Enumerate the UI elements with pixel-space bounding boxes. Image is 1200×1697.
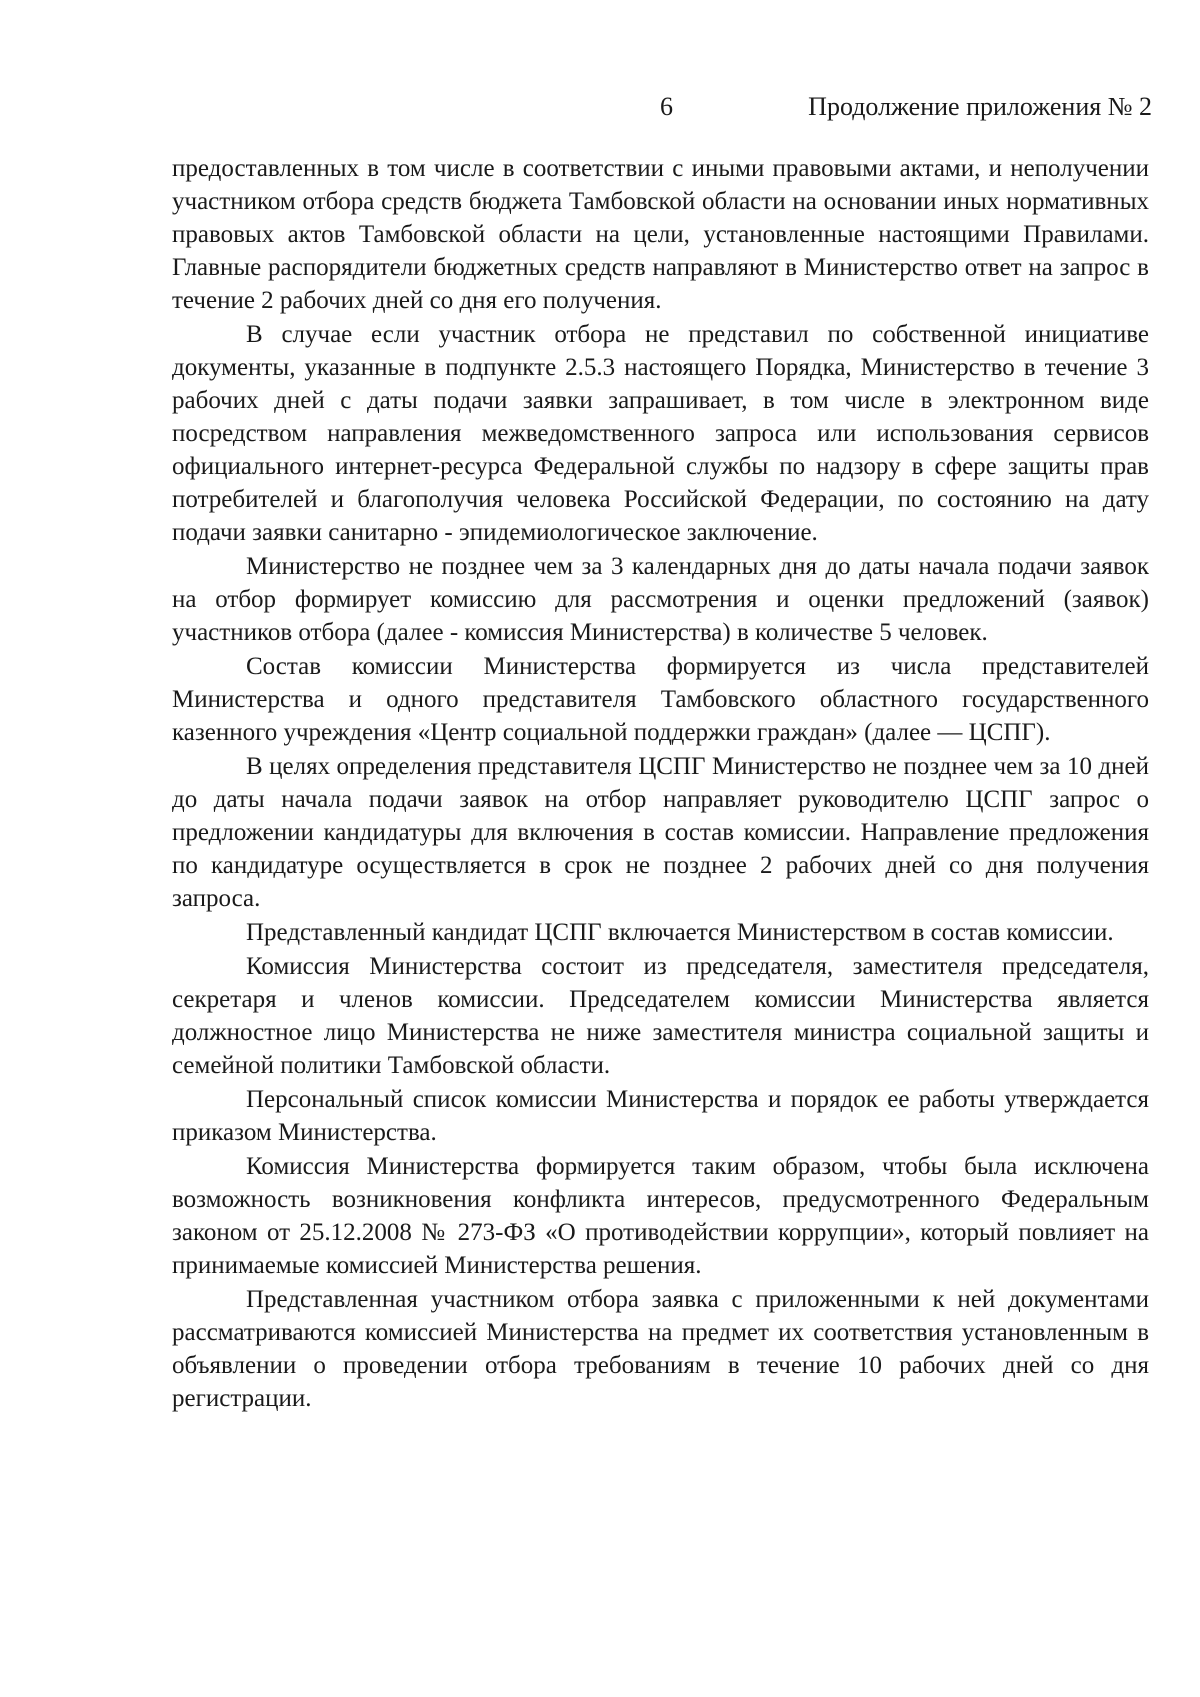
paragraph: В случае если участник отбора не представил по собственной инициативе документы, указанные в подпункте 2.5.3 настоящего Порядка, Министерство в течение 3 рабочих дней с даты подачи заявки запрашивает, в том числе в электронном виде посредством направления межведомственного запроса или использования сервисов официального интернет-ресурса Федеральной службы по надзору в сфере защиты прав потребителей и благополучия человека Российской Федерации, по состоянию на дату подачи заявки санитарно - эпидемиологическое заключение.: [172, 321, 1149, 546]
paragraph: Состав комиссии Министерства формируется из числа представителей Министерства и одного представителя Тамбовского областного государственного казенного учреждения «Центр социальной поддержки граждан» (далее — ЦСПГ).: [172, 653, 1149, 746]
paragraph: Представленная участником отбора заявка с приложенными к ней документами рассматриваются комиссией Министерства на предмет их соответствия установленным в объявлении о проведении отбора требованиям в течение 10 рабочих дней со дня регистрации.: [172, 1286, 1149, 1412]
paragraph: Министерство не позднее чем за 3 календарных дня до даты начала подачи заявок на отбор формирует комиссию для рассмотрения и оценки предложений (заявок) участников отбора (далее - комиссия Министерства) в количестве 5 человек.: [172, 553, 1149, 646]
paragraph-continued: предоставленных в том числе в соответствии с иными правовыми актами, и неполучении участником отбора средств бюджета Тамбовской области на основании иных нормативных правовых актов Тамбовской области на цели, установленные настоящими Правилами. Главные распорядители бюджетных средств направляют в Министерство ответ на запрос в течение 2 рабочих дней со дня его получения.: [172, 155, 1149, 314]
page-number: 6: [660, 92, 673, 121]
document-body: [172, 152, 1149, 1415]
paragraph: Комиссия Министерства формируется таким образом, чтобы была исключена возможность возникновения конфликта интересов, предусмотренного Федеральным законом от 25.12.2008 № 273-ФЗ «О противодействии коррупции», который повлияет на принимаемые комиссией Министерства решения.: [172, 1153, 1149, 1279]
appendix-continuation-label: Продолжение приложения № 2: [808, 92, 1152, 121]
paragraph: Представленный кандидат ЦСПГ включается Министерством в состав комиссии.: [246, 919, 1114, 946]
page-header: [0, 92, 1200, 132]
paragraph: Комиссия Министерства состоит из председателя, заместителя председателя, секретаря и членов комиссии. Председателем комиссии Министерства является должностное лицо Министерства не ниже заместителя министра социальной защиты и семейной политики Тамбовской области.: [172, 953, 1149, 1079]
paragraph: Персональный список комиссии Министерства и порядок ее работы утверждается приказом Министерства.: [172, 1086, 1149, 1146]
paragraph: В целях определения представителя ЦСПГ Министерство не позднее чем за 10 дней до даты начала подачи заявок на отбор направляет руководителю ЦСПГ запрос о предложении кандидатуры для включения в состав комиссии. Направление предложения по кандидатуре осуществляется в срок не позднее 2 рабочих дней со дня получения запроса.: [172, 753, 1149, 912]
